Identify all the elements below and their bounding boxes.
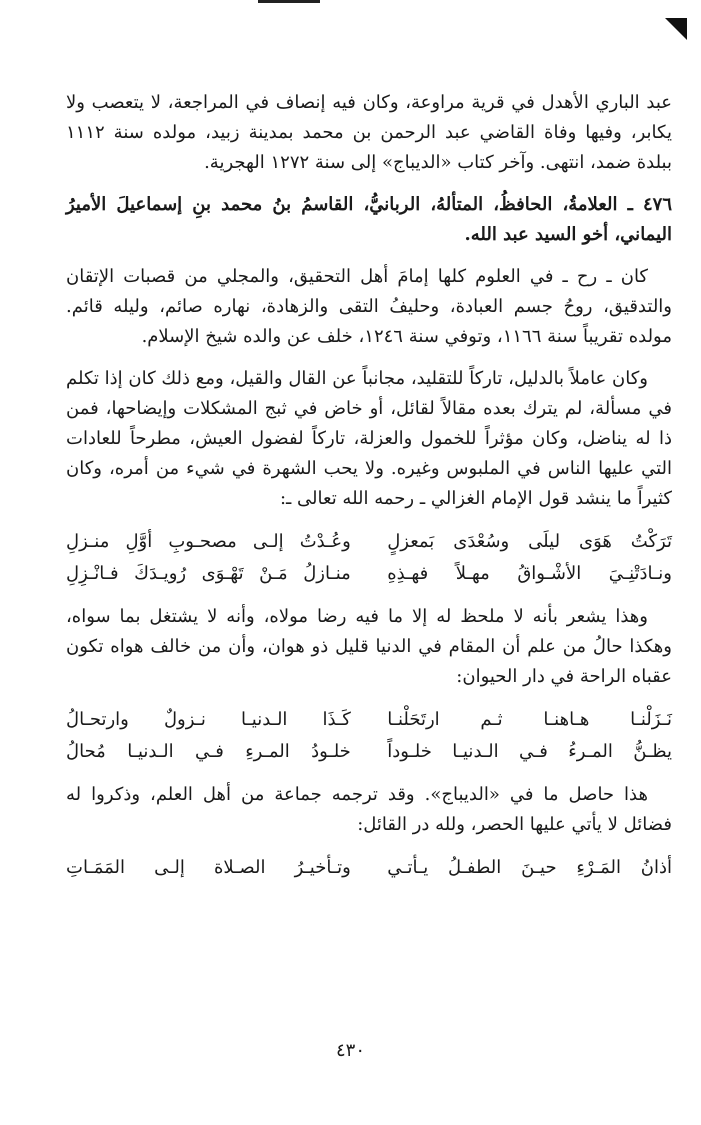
verse-hemistich-left: وتـأخيـرُ الصـلاة إلـى المَمَـاتِ — [66, 857, 351, 878]
verse-line — [66, 736, 672, 768]
poem-journey — [66, 704, 672, 768]
paragraph-continuation: عبد الباري الأهدل في قرية مراوعة، وكان فيه إنصاف في المراجعة، لا يتعصب ولا يكابر، وفيها وفاة القاضي عبد الرحمن بن محمد بمدينة زبيد، مولده سنة ١١١٢ ببلدة ضمد، انتهى. وآخر كتاب «الديباج» إلى سنة ١٢٧٢ الهجرية. — [66, 92, 672, 173]
paragraph-biography: كان ـ رح ـ في العلوم كلها إمامَ أهل التحقيق، والمجلي من قصبات الإتقان والتدقيق، روحُ جسم العبادة، وحليفُ التقى والزهادة، نهاره صائم، وليله قائم. مولده تقريباً سنة ١١٦٦، وتوفي سنة ١٢٤٦، خلف عن والده شيخ الإسلام. — [66, 266, 672, 347]
paragraph-character: وكان عاملاً بالدليل، تاركاً للتقليد، مجانباً عن القال والقيل، ومع ذلك كان إذا تكلم في مسألة، لم يترك بعده مقالاً لقائل، أو خاض في ثبج المشكلات وإيضاحها، فمن ذا له يناضل، وكان مؤثراً للخمول والعزلة، تاركاً لفضول العيش، مطرحاً للعادات التي عليها الناس في الملبوس وغيره. ولا يحب الشهرة في شيء من أمره، وكان كثيراً ما ينشد قول الإمام الغزالي ـ رحمه الله تعالى ـ: — [66, 368, 672, 509]
corner-triangle-icon — [665, 18, 687, 40]
verse-hemistich-left: كَـذَا الـدنيـا نـزولٌ وارتحـالُ — [66, 709, 351, 730]
verse-hemistich-right: تَرَكْتُ هَوَى ليلَى وسُعْدَى بَمعزلٍ — [387, 531, 672, 552]
verse-line — [66, 526, 672, 558]
verse-hemistich-right: يظـنُّ المـرءُ فـي الـدنيـا خلـوداً — [387, 741, 672, 762]
verse-hemistich-right: ونـادَتْنِـيَ الأشْـواقُ مهـلاً فهـذِهِ — [387, 563, 672, 584]
verse-hemistich-right: أذانُ المَـرْءِ حيـنَ الطفـلُ يـأتـي — [387, 857, 672, 878]
verse-line — [66, 852, 672, 884]
verse-hemistich-left: خلـودُ المـرءِ فـي الـدنيـا مُحالُ — [66, 741, 351, 762]
page-number: ٤٣٠ — [335, 1040, 365, 1061]
poem-closing — [66, 852, 672, 884]
verse-hemistich-left: منـازلُ مَـنْ تَهْـوَى رُويـدَكَ فـانْـزِلِ — [66, 563, 351, 584]
verse-hemistich-right: نَـزَلْنـا هـاهنـا ثـم ارتَحَلْنـا — [387, 709, 672, 730]
page-body — [66, 88, 672, 884]
verse-hemistich-left: وعُـدْتُ إلـى مصحـوبِ أوَّلِ منـزلِ — [66, 531, 351, 552]
poem-ghazali — [66, 526, 672, 590]
entry-heading: ٤٧٦ ـ العلامةُ، الحافظُ، المتألهُ، الربانيُّ، القاسمُ بنُ محمد بنِ إسماعيلَ الأميرُ اليماني، أخو السيد عبد الله. — [66, 194, 672, 245]
paragraph-reflection: وهذا يشعر بأنه لا ملحظ له إلا ما فيه رضا مولاه، وأنه لا يشتغل بما سواه، وهكذا حالُ من علم أن المقام في الدنيا قليل ذو هوان، وأن من خالف هواه تكون عقباه الراحة في دار الحيوان: — [66, 606, 672, 687]
verse-line — [66, 558, 672, 590]
verse-line — [66, 704, 672, 736]
paragraph-summary: هذا حاصل ما في «الديباج». وقد ترجمه جماعة من أهل العلم، وذكروا له فضائل لا يأتي عليها الحصر، ولله در القائل: — [66, 784, 672, 835]
top-rule — [258, 0, 320, 3]
